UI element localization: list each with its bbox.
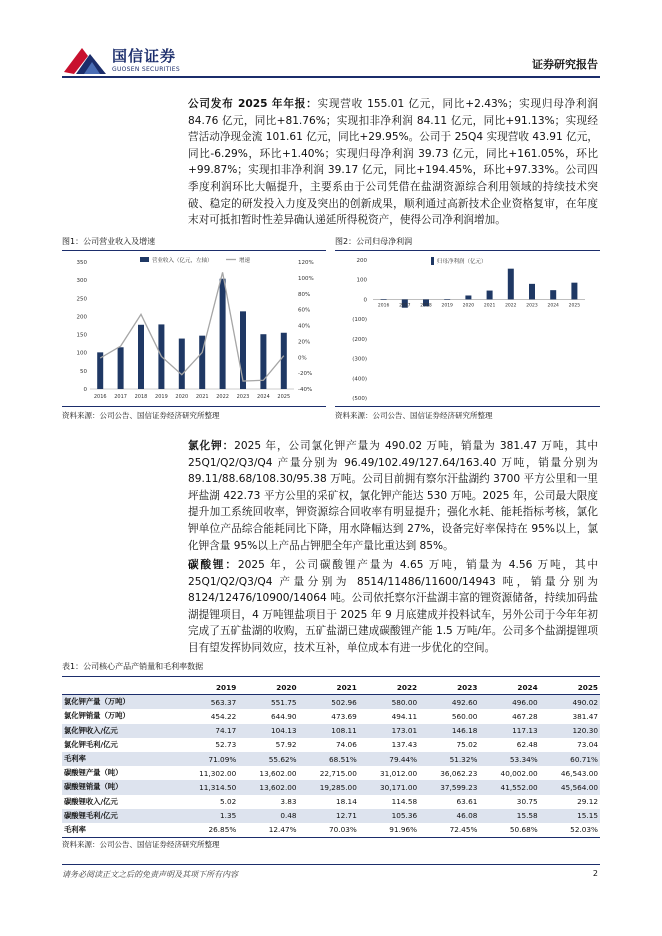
row-label: 碳酸锂产量（吨）: [64, 768, 123, 778]
cell-value: 11,302.00: [199, 768, 237, 778]
x-tick-label: 2024: [257, 394, 270, 400]
kcl-paragraph: [188, 438, 598, 554]
x-tick-label: 2020: [175, 394, 189, 400]
lithium-paragraph: [188, 557, 598, 657]
table-row: [62, 752, 600, 766]
left-tick-label: 150: [76, 332, 87, 339]
cell-value: 19,285.00: [299, 780, 359, 794]
lithium-lead: 碳酸锂：: [188, 559, 238, 571]
y-tick-label: (300): [352, 356, 367, 363]
growth-line: [100, 272, 284, 381]
cell-value: 74.17: [178, 724, 238, 738]
cell-value: 55.62%: [238, 752, 298, 766]
cell-value: 13,602.00: [259, 768, 297, 778]
row-label: 碳酸锂销量（吨）: [62, 780, 178, 794]
left-tick-label: 100: [76, 350, 87, 357]
table-row: [62, 780, 600, 794]
company-logo: [62, 44, 202, 80]
cell-value: 502.96: [299, 695, 359, 710]
cell-value: 3.83: [280, 797, 297, 807]
cell-value: 68.51%: [299, 752, 359, 766]
x-tick-label: 2024: [547, 303, 559, 309]
cell-value: 467.28: [512, 711, 538, 721]
cell-value: 108.11: [299, 724, 359, 738]
table-header-year: 2024: [479, 680, 539, 695]
cell-value: 563.37: [178, 695, 238, 710]
x-tick-label: 2020: [462, 303, 475, 309]
table-row: [62, 695, 600, 710]
right-tick-label: -40%: [298, 387, 313, 393]
cell-value: 13,602.00: [238, 780, 298, 794]
x-tick-label: 2016: [377, 303, 390, 309]
cell-value: 73.04: [577, 740, 598, 750]
row-label: 氯化钾收入/亿元: [62, 724, 178, 738]
y-tick-label: 0: [363, 297, 367, 304]
row-label: 碳酸锂毛利/亿元: [62, 809, 178, 823]
table-header-year: 2020: [238, 680, 298, 695]
cell-value: 71.09%: [178, 752, 238, 766]
chart2-legend: [431, 257, 487, 265]
cell-value: 62.48: [516, 740, 538, 750]
left-tick-label: 300: [76, 278, 87, 285]
cell-value: 137.43: [391, 740, 418, 750]
cell-value: 114.58: [391, 797, 418, 807]
table-title: 表1：公司核心产品产销量和毛利率数据: [62, 662, 204, 671]
cell-value: 46,543.00: [560, 768, 598, 778]
y-tick-label: (500): [352, 396, 367, 402]
table-row: [62, 709, 600, 723]
logo-mark-icon: [62, 44, 108, 78]
profit-bar: [508, 269, 514, 300]
table-row: [62, 766, 600, 780]
report-type-label: 证券研究报告: [532, 58, 598, 71]
left-tick-label: 0: [83, 387, 87, 393]
figure2-bottom-rule: [335, 406, 600, 407]
cell-value: 146.18: [419, 724, 479, 738]
cell-value: 12.47%: [238, 823, 298, 838]
row-label: 毛利率: [62, 752, 178, 766]
figure1-source: 资料来源：公司公告、国信证券经济研究所整理: [62, 411, 220, 420]
y-tick-label: 200: [356, 258, 367, 264]
x-tick-label: 2023: [236, 394, 250, 400]
cell-value: 45,564.00: [540, 780, 600, 794]
legend-profit-swatch: [431, 257, 434, 265]
footer-disclaimer: 请务必阅读正文之后的免责声明及其项下所有内容: [62, 870, 238, 879]
cell-value: 105.36: [359, 809, 419, 823]
product-data-table: [62, 680, 600, 838]
row-label: 毛利率: [62, 823, 178, 838]
cell-value: 1.35: [178, 809, 238, 823]
y-tick-label: (100): [352, 317, 367, 324]
cell-value: 41,552.00: [479, 780, 539, 794]
cell-value: 91.96%: [359, 823, 419, 838]
cell-value: 560.00: [451, 711, 478, 721]
cell-value: 580.00: [359, 695, 419, 710]
cell-value: 75.02: [456, 740, 478, 750]
kcl-body: 2025 年，公司氯化钾产量为 490.02 万吨，销量为 381.47 万吨，其中 25Q1/Q2/Q3/Q4 产量分别为 96.49/102.49/127.64/163.40 万吨，销量分别为 89.11/88.68/108.30/95.38 万吨。公司目前拥有察尔汗盐湖约 3700 平方公里和一里坪盐湖 422.73 平方公里的采矿权，氯化钾产能达 530 万吨。2025 年，公司最大限度提升加工系统回收率，钾资源综合回收率有明显提升；强化水耗、能耗指标考核，氯化钾单位产品综合能耗同比下降，用水降幅达到 27%，设备完好率保持在 95%以上，氯化钾含量 95%以上产品占钾肥全年产量比重达到 85%。: [188, 440, 599, 552]
cell-value: 40,002.00: [500, 768, 538, 778]
intro-body: 实现营收 155.01 亿元，同比+2.43%；实现归母净利润 84.76 亿元，同比+81.76%；实现扣非净利润 84.11 亿元，同比+91.13%；实现经营活动净现金流 101.61 亿元，同比+29.95%。公司于 25Q4 实现营收 43.91 亿元，同比-6.29%，环比+1.40%；实现归母净利润 39.73 亿元，同比+161.05%，环比+99.87%；实现扣非净利润 39.17 亿元，同比+194.45%，环比+97.33%。公司四季度利润环比大幅提升，主要系由于公司凭借在盐湖资源综合利用领域的持续技术突破、稳定的研发投入力度及突出的创新成果，顺利通过高新技术企业资格复审，在年度末对可抵扣暂时性差异确认递延所得税资产，使得公司净利润增加。: [188, 98, 598, 227]
table-row: [62, 738, 600, 752]
cell-value: 50.68%: [479, 823, 539, 838]
right-tick-label: -20%: [298, 371, 313, 378]
cell-value: 120.30: [540, 724, 600, 738]
revenue-bar: [138, 325, 144, 389]
left-tick-label: 50: [80, 368, 87, 375]
cell-value: 79.44%: [359, 752, 419, 766]
revenue-chart: [62, 252, 326, 404]
legend-revenue-label: 营业收入（亿元，左轴）: [152, 258, 213, 264]
right-tick-label: 120%: [298, 260, 314, 266]
chart1-legend: [140, 256, 251, 264]
x-tick-label: 2019: [155, 394, 168, 400]
cell-value: 117.13: [479, 724, 539, 738]
left-tick-label: 350: [76, 260, 87, 266]
right-tick-label: 40%: [298, 323, 311, 330]
cell-value: 492.60: [419, 695, 479, 710]
y-tick-label: (200): [352, 336, 367, 343]
cell-value: 104.13: [238, 724, 298, 738]
x-tick-label: 2016: [93, 394, 107, 400]
table-header-year: 2019: [178, 680, 238, 695]
cell-value: 52.03%: [540, 823, 600, 838]
table-header-year: 2022: [359, 680, 419, 695]
profit-bar: [381, 299, 387, 300]
y-tick-label: (400): [352, 376, 367, 383]
x-tick-label: 2019: [441, 303, 453, 309]
profit-bar: [571, 283, 577, 300]
table-row: [62, 823, 600, 838]
table-source: 资料来源：公司公告、国信证券经济研究所整理: [62, 840, 220, 849]
intro-paragraph: [188, 96, 598, 229]
table-row: [62, 724, 600, 738]
cell-value: 51.32%: [419, 752, 479, 766]
cell-value: 496.00: [479, 695, 539, 710]
x-tick-label: 2022: [216, 394, 229, 400]
x-tick-label: 2017: [114, 394, 127, 400]
page-number: 2: [592, 869, 598, 878]
cell-value: 52.73: [215, 740, 237, 750]
cell-value: 644.90: [271, 711, 297, 721]
logo-name-en: GUOSEN SECURITIES: [112, 66, 181, 73]
table-header-year: 2021: [299, 680, 359, 695]
profit-bar: [487, 291, 493, 300]
cell-value: 551.75: [238, 695, 298, 710]
figure2-title: 图2：公司归母净利润: [335, 237, 413, 246]
figure1-rule: [62, 250, 326, 251]
cell-value: 72.45%: [419, 823, 479, 838]
x-tick-label: 2021: [195, 394, 209, 400]
cell-value: 36,062.23: [440, 768, 478, 778]
profit-bar: [465, 295, 471, 299]
cell-value: 473.69: [331, 711, 357, 721]
row-label: 氯化钾毛利/亿元: [64, 739, 118, 749]
net-profit-chart: [335, 252, 600, 404]
cell-value: 494.11: [391, 711, 418, 721]
kcl-lead: 氯化钾：: [188, 440, 235, 452]
right-tick-label: 80%: [298, 291, 311, 298]
table-row: [62, 795, 600, 809]
cell-value: 11,314.50: [178, 780, 238, 794]
cell-value: 60.71%: [540, 752, 600, 766]
revenue-bar: [179, 339, 185, 389]
table-top-rule: [62, 676, 600, 677]
cell-value: 63.61: [456, 797, 478, 807]
right-tick-label: 60%: [298, 307, 311, 314]
revenue-bar: [220, 279, 226, 389]
right-tick-label: 20%: [298, 339, 311, 346]
cell-value: 12.71: [299, 809, 359, 823]
table-header-year: 2023: [419, 680, 479, 695]
lithium-body: 2025 年，公司碳酸锂产量为 4.65 万吨，销量为 4.56 万吨，其中 25Q1/Q2/Q3/Q4 产量分别为 8514/11486/11600/14943 吨，销量分别为 8124/12476/10900/14064 吨。公司依托察尔汗盐湖丰富的锂资源储备，持续加码盐湖提锂项目，4 万吨锂盐项目于 2025 年 9 月底建成并投料试车，另外公司于今年年初完成了五矿盐湖的收购，五矿盐湖已建成碳酸锂产能 1.5 万吨/年。公司多个盐湖提锂项目有望发挥协同效应，技术互补，单位成本有进一步优化的空间。: [188, 559, 598, 654]
legend-growth-label: 增速: [239, 258, 251, 264]
intro-lead: 公司发布 2025 年年报：: [188, 98, 318, 110]
profit-bar: [529, 284, 535, 300]
cell-value: 15.58: [479, 809, 539, 823]
cell-value: 31,012.00: [379, 768, 418, 778]
cell-value: 74.06: [335, 740, 357, 750]
revenue-bar: [281, 333, 287, 389]
row-label: 氯化钾销量（万吨）: [64, 711, 130, 721]
right-tick-label: 0%: [298, 355, 307, 362]
cell-value: 53.34%: [479, 752, 539, 766]
table-header-year: 2025: [540, 680, 600, 695]
figure2-source: 资料来源：公司公告、国信证券经济研究所整理: [335, 411, 493, 420]
revenue-bar: [240, 311, 246, 389]
legend-revenue-swatch: [140, 257, 149, 262]
figure1-bottom-rule: [62, 406, 326, 407]
cell-value: 70.03%: [299, 823, 359, 838]
row-label: 碳酸锂收入/亿元: [64, 796, 118, 806]
left-tick-label: 200: [76, 314, 87, 321]
x-tick-label: 2022: [505, 303, 517, 309]
revenue-bar: [118, 347, 124, 389]
logo-name-cn: 国信证券: [112, 47, 177, 65]
x-tick-label: 2018: [420, 303, 432, 309]
legend-profit-label: 归母净利润（亿元）: [437, 259, 487, 265]
x-tick-label: 2021: [483, 303, 496, 309]
right-tick-label: 100%: [298, 275, 314, 282]
profit-bar: [550, 290, 556, 299]
cell-value: 490.02: [540, 695, 600, 710]
cell-value: 18.14: [335, 797, 357, 807]
cell-value: 22,715.00: [319, 768, 357, 778]
header-divider: [62, 76, 600, 78]
cell-value: 30.75: [516, 797, 538, 807]
figure2-rule: [335, 250, 600, 251]
cell-value: 30,171.00: [359, 780, 419, 794]
table-header-blank: [62, 680, 178, 695]
footer-divider: [62, 864, 600, 865]
table-header-row: [62, 680, 600, 695]
cell-value: 0.48: [238, 809, 298, 823]
cell-value: 26.85%: [178, 823, 238, 838]
x-tick-label: 2017: [399, 303, 411, 309]
cell-value: 37,599.23: [419, 780, 479, 794]
table-row: [62, 809, 600, 823]
x-tick-label: 2025: [568, 303, 581, 309]
cell-value: 5.02: [220, 797, 237, 807]
cell-value: 15.15: [540, 809, 600, 823]
cell-value: 29.12: [577, 797, 598, 807]
cell-value: 454.22: [210, 711, 237, 721]
x-tick-label: 2025: [277, 394, 291, 400]
row-label: 氯化钾产量（万吨）: [62, 695, 178, 710]
profit-bar: [444, 299, 450, 300]
left-tick-label: 250: [76, 296, 87, 303]
cell-value: 46.08: [419, 809, 479, 823]
x-tick-label: 2023: [526, 303, 538, 309]
y-tick-label: 100: [356, 277, 367, 284]
cell-value: 381.47: [572, 711, 598, 721]
cell-value: 173.01: [359, 724, 419, 738]
x-tick-label: 2018: [134, 394, 148, 400]
figure1-title: 图1：公司营业收入及增速: [62, 237, 156, 246]
cell-value: 57.92: [275, 740, 297, 750]
